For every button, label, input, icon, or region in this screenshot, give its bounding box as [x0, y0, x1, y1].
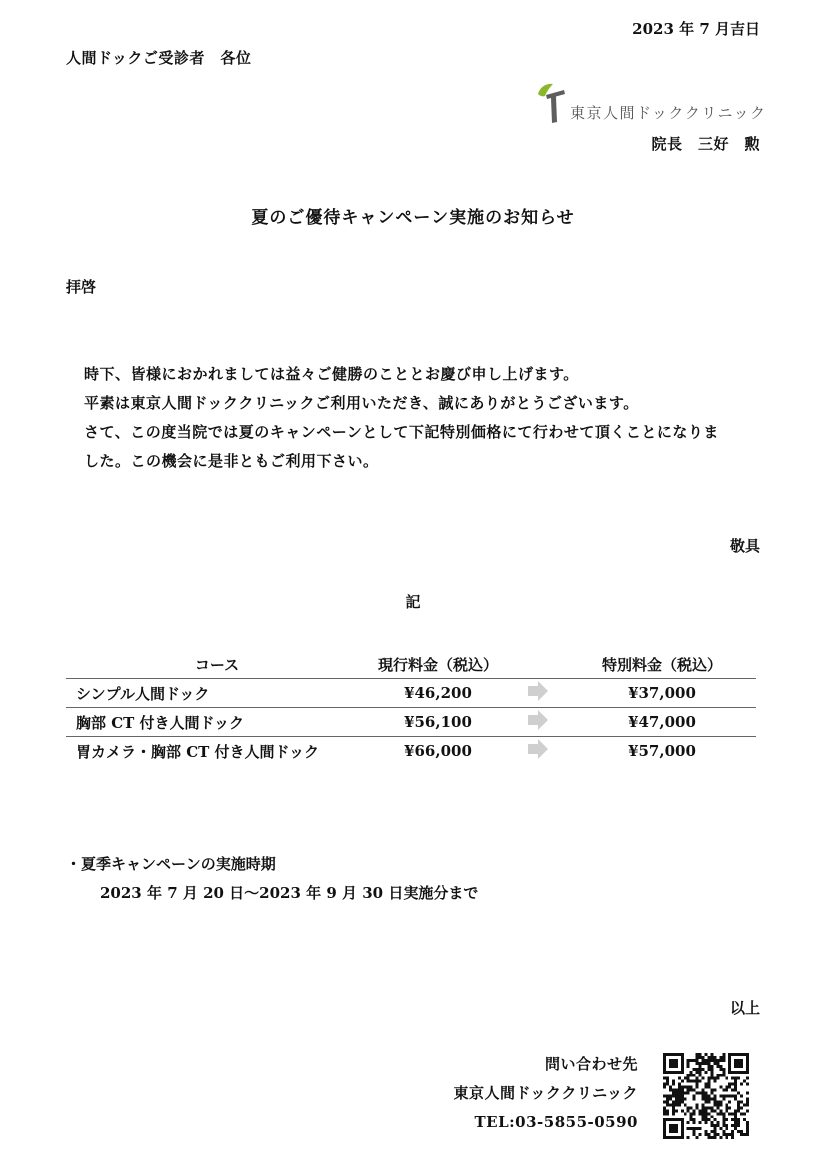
current-price: ¥56,100: [368, 708, 508, 737]
arrow-right-icon: [508, 679, 568, 708]
header-current-price: 現行料金（税込）: [368, 648, 508, 679]
price-table: [66, 648, 756, 765]
header-special-price: 特別料金（税込）: [568, 648, 756, 679]
letter-date: 2023 年 7 月吉日: [632, 20, 760, 38]
header-course: コース: [66, 648, 368, 679]
special-price: ¥37,000: [568, 679, 756, 708]
course-name: 胃カメラ・胸部 CT 付き人間ドック: [76, 742, 319, 761]
qr-code-icon: [663, 1053, 749, 1139]
contact-clinic-name: 東京人間ドッククリニック: [453, 1084, 638, 1102]
clinic-logo-text: 東京人間ドッククリニック: [570, 104, 767, 122]
table-header-row: [66, 648, 756, 679]
course-name: 胸部 CT 付き人間ドック: [66, 708, 368, 737]
body-line: さて、この度当院では夏のキャンペーンとして下記特別価格にて行わせて頂くことになりま: [84, 423, 719, 441]
campaign-period-heading: ・夏季キャンペーンの実施時期: [66, 855, 276, 873]
course-name: シンプル人間ドック: [66, 679, 368, 708]
ki-marker: 記: [405, 593, 421, 611]
campaign-period-value: 2023 年 7 月 20 日～2023 年 9 月 30 日実施分まで: [100, 884, 479, 902]
contact-phone: TEL:03-5855-0590: [474, 1113, 638, 1131]
body-line: 時下、皆様におかれましては益々ご健勝のこととお慶び申し上げます。: [84, 365, 579, 383]
recipient-line: 人間ドックご受診者 各位: [66, 49, 252, 67]
body-line: 平素は東京人間ドッククリニックご利用いただき、誠にありがとうございます。: [84, 394, 639, 412]
clinic-logo: [536, 82, 766, 126]
header-arrow-spacer: [508, 648, 568, 679]
table-row: [66, 679, 756, 708]
contact-block: [453, 1050, 638, 1137]
table-row: [66, 737, 756, 766]
opening-salutation: 拝啓: [66, 278, 97, 296]
clinic-logo-mark-icon: [536, 82, 570, 126]
table-row: [66, 708, 756, 737]
letter-body: [84, 360, 774, 476]
end-mark: 以上: [729, 999, 760, 1017]
current-price: ¥46,200: [368, 679, 508, 708]
contact-label: 問い合わせ先: [544, 1055, 638, 1073]
special-price: ¥57,000: [628, 742, 696, 760]
current-price: ¥66,000: [404, 742, 472, 760]
special-price: ¥47,000: [568, 708, 756, 737]
director-name: 院長 三好 勲: [651, 135, 760, 153]
arrow-right-icon: [508, 737, 568, 766]
closing-salutation: 敬具: [729, 537, 760, 555]
body-line: した。この機会に是非ともご利用下さい。: [84, 452, 379, 470]
arrow-right-icon: [508, 708, 568, 737]
document-title: 夏のご優待キャンペーン実施のお知らせ: [251, 208, 575, 228]
